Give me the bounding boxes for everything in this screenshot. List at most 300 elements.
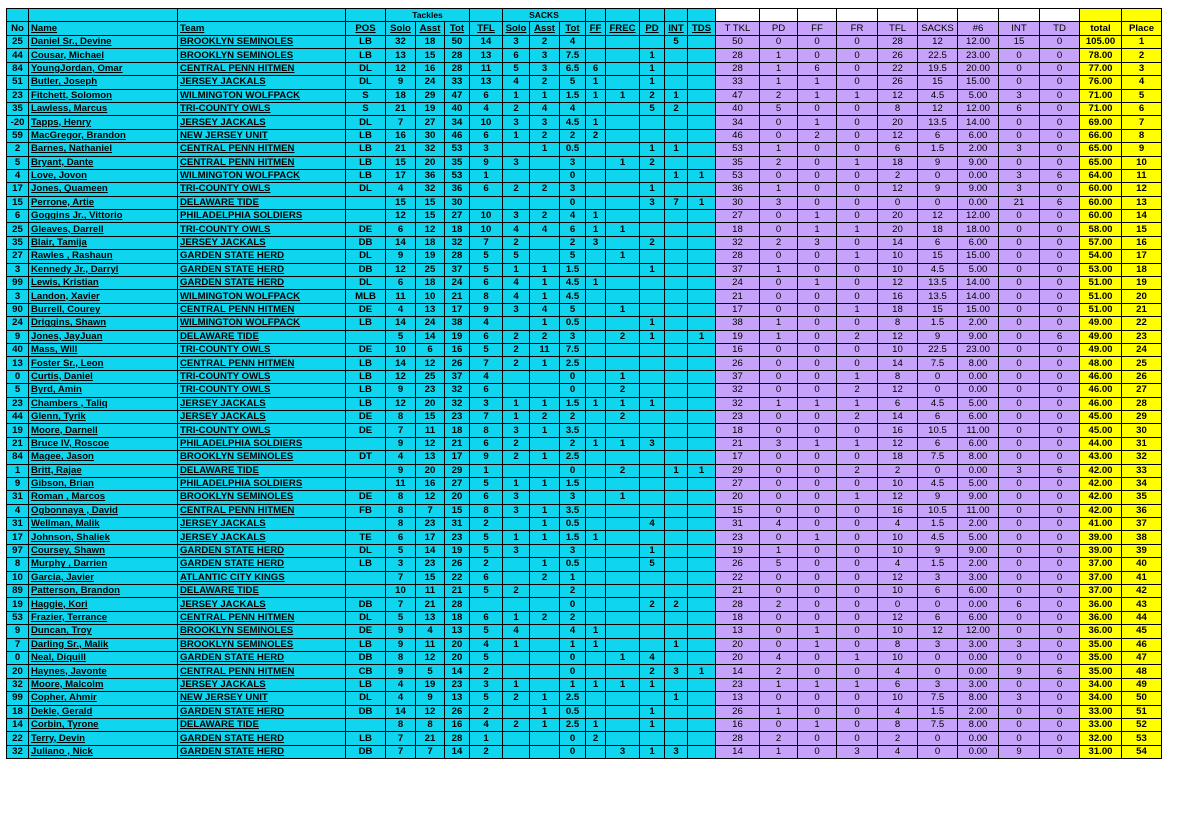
cell-solo: 9 — [386, 638, 416, 651]
cell-s-solo: 2 — [503, 343, 530, 356]
cell-six: 6.00 — [958, 611, 999, 624]
cell-team: CENTRAL PENN HITMEN — [178, 156, 346, 169]
blank-header-cell — [606, 9, 640, 22]
cell-tot: 23 — [445, 678, 470, 691]
cell-rpd: 0 — [760, 504, 798, 517]
cell-no: 31 — [7, 491, 29, 504]
cell-sacks: 0 — [918, 196, 958, 209]
cell-place: 15 — [1122, 223, 1162, 236]
cell-tfl: 6 — [470, 437, 503, 450]
cell-solo: 9 — [386, 464, 416, 477]
cell-tfl: 2 — [470, 518, 503, 531]
cell-s-tot: 4 — [560, 36, 586, 49]
cell-s-asst: 11 — [530, 343, 560, 356]
cell-s-tot: 2 — [560, 410, 586, 423]
blank-header-cell — [716, 9, 760, 22]
cell-solo: 12 — [386, 62, 416, 75]
cell-place: 27 — [1122, 384, 1162, 397]
cell-no: 23 — [7, 397, 29, 410]
cell-no: 84 — [7, 62, 29, 75]
cell-s-asst — [530, 678, 560, 691]
cell-no: 99 — [7, 277, 29, 290]
cell-s-tot: 0 — [560, 169, 586, 182]
cell-rff: 0 — [798, 692, 837, 705]
cell-pos: DE — [346, 410, 386, 423]
cell-s-asst — [530, 156, 560, 169]
cell-fr: 0 — [837, 343, 878, 356]
cell-place: 24 — [1122, 343, 1162, 356]
cell-int: 3 — [665, 665, 688, 678]
cell-tds — [688, 89, 716, 102]
cell-tds: 1 — [688, 330, 716, 343]
column-header: Asst — [416, 22, 445, 36]
cell-rff: 0 — [798, 36, 837, 49]
cell-fr: 1 — [837, 89, 878, 102]
cell-pd: 1 — [640, 745, 665, 758]
cell-rint: 0 — [999, 317, 1040, 330]
cell-rint: 3 — [999, 169, 1040, 182]
cell-tfl: 3 — [470, 143, 503, 156]
cell-place: 35 — [1122, 491, 1162, 504]
cell-rint: 0 — [999, 571, 1040, 584]
cell-frec — [606, 625, 640, 638]
cell-tot: 16 — [445, 718, 470, 731]
cell-tfl: 5 — [470, 651, 503, 664]
cell-tfl: 6 — [470, 611, 503, 624]
cell-sacks: 0 — [918, 370, 958, 383]
table-row — [7, 518, 1162, 531]
cell-rint: 0 — [999, 651, 1040, 664]
cell-tds — [688, 357, 716, 370]
cell-six: 0.00 — [958, 732, 999, 745]
cell-ff — [586, 424, 606, 437]
cell-s-asst: 2 — [530, 36, 560, 49]
cell-ff — [586, 357, 606, 370]
cell-no: 22 — [7, 732, 29, 745]
cell-rff: 0 — [798, 504, 837, 517]
cell-frec — [606, 62, 640, 75]
cell-ff: 1 — [586, 678, 606, 691]
cell-team: GARDEN STATE HERD — [178, 651, 346, 664]
cell-frec — [606, 518, 640, 531]
cell-rtfl: 10 — [878, 343, 918, 356]
cell-tfl: 13 — [470, 76, 503, 89]
cell-name: Blair, Tamija — [29, 236, 178, 249]
cell-pd: 1 — [640, 397, 665, 410]
cell-pd — [640, 424, 665, 437]
cell-rtfl: 20 — [878, 210, 918, 223]
cell-ttkl: 27 — [716, 210, 760, 223]
cell-tfl: 11 — [470, 62, 503, 75]
cell-sacks: 6 — [918, 585, 958, 598]
cell-s-solo — [503, 317, 530, 330]
cell-rint: 0 — [999, 290, 1040, 303]
cell-ttkl: 28 — [716, 598, 760, 611]
table-row — [7, 625, 1162, 638]
cell-rint: 3 — [999, 89, 1040, 102]
cell-fr: 2 — [837, 384, 878, 397]
cell-name: Chambers , Taliq — [29, 397, 178, 410]
cell-sacks: 0 — [918, 665, 958, 678]
column-header: FF — [586, 22, 606, 36]
cell-rff: 0 — [798, 571, 837, 584]
cell-place: 16 — [1122, 236, 1162, 249]
cell-tfl: 9 — [470, 451, 503, 464]
cell-ttkl: 16 — [716, 718, 760, 731]
cell-team: GARDEN STATE HERD — [178, 558, 346, 571]
cell-sacks: 12 — [918, 102, 958, 115]
cell-sacks: 1.5 — [918, 558, 958, 571]
cell-rff: 0 — [798, 732, 837, 745]
cell-total: 78.00 — [1080, 49, 1122, 62]
cell-six: 2.00 — [958, 705, 999, 718]
cell-no: 3 — [7, 263, 29, 276]
cell-sacks: 4.5 — [918, 477, 958, 490]
table-row — [7, 250, 1162, 263]
cell-rint: 0 — [999, 250, 1040, 263]
cell-td: 0 — [1040, 491, 1080, 504]
cell-ttkl: 21 — [716, 585, 760, 598]
cell-rpd: 0 — [760, 464, 798, 477]
cell-sacks: 1.5 — [918, 705, 958, 718]
cell-s-asst: 1 — [530, 504, 560, 517]
cell-fr: 0 — [837, 196, 878, 209]
cell-pd — [640, 223, 665, 236]
cell-rff: 0 — [798, 491, 837, 504]
cell-int — [665, 156, 688, 169]
cell-rtfl: 10 — [878, 263, 918, 276]
cell-s-tot: 2.5 — [560, 692, 586, 705]
cell-six: 11.00 — [958, 504, 999, 517]
cell-tds — [688, 585, 716, 598]
cell-rff: 0 — [798, 598, 837, 611]
cell-pos — [346, 196, 386, 209]
cell-name: Bryant, Dante — [29, 156, 178, 169]
cell-solo: 21 — [386, 143, 416, 156]
cell-s-tot: 0 — [560, 384, 586, 397]
cell-rtfl: 28 — [878, 36, 918, 49]
cell-rint: 0 — [999, 718, 1040, 731]
cell-td: 0 — [1040, 277, 1080, 290]
cell-int — [665, 290, 688, 303]
cell-rint: 0 — [999, 116, 1040, 129]
cell-rint: 0 — [999, 585, 1040, 598]
cell-team: JERSEY JACKALS — [178, 397, 346, 410]
cell-total: 65.00 — [1080, 156, 1122, 169]
cell-s-tot: 2 — [560, 585, 586, 598]
cell-ff — [586, 504, 606, 517]
cell-s-asst — [530, 544, 560, 557]
cell-ff — [586, 705, 606, 718]
cell-name: Lawless, Marcus — [29, 102, 178, 115]
cell-six: 6.00 — [958, 585, 999, 598]
cell-tot: 30 — [445, 196, 470, 209]
cell-no: 27 — [7, 250, 29, 263]
cell-tot: 21 — [445, 437, 470, 450]
cell-sacks: 7.5 — [918, 451, 958, 464]
cell-solo: 5 — [386, 544, 416, 557]
cell-rint: 0 — [999, 129, 1040, 142]
cell-place: 38 — [1122, 531, 1162, 544]
cell-team: TRI-COUNTY OWLS — [178, 370, 346, 383]
cell-s-solo: 3 — [503, 544, 530, 557]
cell-rpd: 1 — [760, 745, 798, 758]
cell-no: 59 — [7, 129, 29, 142]
cell-pd: 1 — [640, 317, 665, 330]
cell-s-tot: 0 — [560, 196, 586, 209]
cell-tfl: 2 — [470, 558, 503, 571]
cell-ff: 1 — [586, 397, 606, 410]
cell-pos: DT — [346, 451, 386, 464]
cell-tds — [688, 732, 716, 745]
cell-fr: 0 — [837, 692, 878, 705]
cell-no: 9 — [7, 477, 29, 490]
cell-s-asst: 2 — [530, 183, 560, 196]
cell-tot: 26 — [445, 705, 470, 718]
cell-six: 0.00 — [958, 384, 999, 397]
cell-rpd: 0 — [760, 277, 798, 290]
cell-tot: 19 — [445, 330, 470, 343]
cell-td: 0 — [1040, 397, 1080, 410]
cell-tds — [688, 62, 716, 75]
cell-six: 18.00 — [958, 223, 999, 236]
cell-ff: 1 — [586, 718, 606, 731]
cell-ttkl: 19 — [716, 330, 760, 343]
cell-place: 46 — [1122, 638, 1162, 651]
cell-sacks: 4.5 — [918, 263, 958, 276]
cell-td: 0 — [1040, 36, 1080, 49]
cell-asst: 15 — [416, 410, 445, 423]
cell-ff — [586, 156, 606, 169]
table-row — [7, 263, 1162, 276]
cell-ttkl: 24 — [716, 277, 760, 290]
column-header: TD — [1040, 22, 1080, 36]
cell-tds — [688, 156, 716, 169]
cell-fr: 0 — [837, 598, 878, 611]
cell-ttkl: 32 — [716, 397, 760, 410]
table-row — [7, 210, 1162, 223]
cell-six: 12.00 — [958, 210, 999, 223]
cell-s-solo: 1 — [503, 129, 530, 142]
cell-no: 1 — [7, 464, 29, 477]
cell-rint: 0 — [999, 544, 1040, 557]
cell-td: 0 — [1040, 303, 1080, 316]
cell-name: Burrell, Courey — [29, 303, 178, 316]
cell-rint: 0 — [999, 437, 1040, 450]
cell-fr: 0 — [837, 611, 878, 624]
cell-td: 0 — [1040, 49, 1080, 62]
cell-place: 41 — [1122, 571, 1162, 584]
cell-team: GARDEN STATE HERD — [178, 705, 346, 718]
table-row — [7, 343, 1162, 356]
cell-asst: 7 — [416, 504, 445, 517]
cell-rtfl: 12 — [878, 491, 918, 504]
cell-total: 71.00 — [1080, 89, 1122, 102]
cell-s-solo: 2 — [503, 330, 530, 343]
cell-total: 37.00 — [1080, 585, 1122, 598]
cell-place: 6 — [1122, 102, 1162, 115]
cell-tds — [688, 718, 716, 731]
cell-rpd: 0 — [760, 424, 798, 437]
cell-name: Glenn, Tyrik — [29, 410, 178, 423]
cell-rpd: 0 — [760, 638, 798, 651]
cell-six: 3.00 — [958, 678, 999, 691]
cell-team: DELAWARE TIDE — [178, 464, 346, 477]
cell-int — [665, 410, 688, 423]
cell-fr: 0 — [837, 116, 878, 129]
cell-pd — [640, 585, 665, 598]
cell-rpd: 2 — [760, 665, 798, 678]
cell-pos: DE — [346, 491, 386, 504]
cell-pd: 2 — [640, 89, 665, 102]
cell-rtfl: 16 — [878, 424, 918, 437]
cell-int — [665, 477, 688, 490]
cell-td: 0 — [1040, 424, 1080, 437]
cell-solo: 4 — [386, 183, 416, 196]
cell-pos — [346, 585, 386, 598]
cell-name: Neal, Diquill — [29, 651, 178, 664]
cell-tot: 14 — [445, 665, 470, 678]
cell-rtfl: 10 — [878, 585, 918, 598]
cell-int — [665, 49, 688, 62]
cell-tfl: 5 — [470, 250, 503, 263]
cell-team: TRI-COUNTY OWLS — [178, 223, 346, 236]
cell-pd — [640, 410, 665, 423]
cell-rint: 0 — [999, 518, 1040, 531]
cell-asst: 18 — [416, 277, 445, 290]
cell-total: 49.00 — [1080, 317, 1122, 330]
cell-tds — [688, 223, 716, 236]
cell-td: 0 — [1040, 290, 1080, 303]
cell-rtfl: 12 — [878, 183, 918, 196]
cell-rint: 0 — [999, 451, 1040, 464]
cell-tfl: 2 — [470, 665, 503, 678]
cell-int — [665, 384, 688, 397]
cell-ttkl: 17 — [716, 303, 760, 316]
cell-pd: 3 — [640, 437, 665, 450]
cell-ff — [586, 196, 606, 209]
cell-total: 51.00 — [1080, 277, 1122, 290]
cell-tfl: 6 — [470, 330, 503, 343]
cell-rint: 0 — [999, 223, 1040, 236]
cell-pos — [346, 464, 386, 477]
cell-asst: 23 — [416, 558, 445, 571]
table-row — [7, 732, 1162, 745]
cell-pd — [640, 611, 665, 624]
cell-s-tot: 0 — [560, 665, 586, 678]
cell-sacks: 19.5 — [918, 62, 958, 75]
cell-six: 12.00 — [958, 625, 999, 638]
cell-pd — [640, 36, 665, 49]
cell-asst: 11 — [416, 424, 445, 437]
cell-fr: 0 — [837, 36, 878, 49]
cell-rpd: 3 — [760, 196, 798, 209]
cell-s-asst: 1 — [530, 718, 560, 731]
table-row — [7, 357, 1162, 370]
cell-int — [665, 571, 688, 584]
column-header: INT — [999, 22, 1040, 36]
cell-fr: 0 — [837, 544, 878, 557]
cell-six: 2.00 — [958, 317, 999, 330]
cell-asst: 30 — [416, 129, 445, 142]
cell-rtfl: 4 — [878, 558, 918, 571]
cell-td: 0 — [1040, 156, 1080, 169]
cell-tds: 1 — [688, 196, 716, 209]
cell-no: 51 — [7, 76, 29, 89]
cell-fr: 0 — [837, 277, 878, 290]
cell-asst: 15 — [416, 196, 445, 209]
cell-tfl: 7 — [470, 357, 503, 370]
cell-int — [665, 210, 688, 223]
cell-pos: DB — [346, 705, 386, 718]
cell-pd — [640, 477, 665, 490]
cell-s-asst: 1 — [530, 424, 560, 437]
cell-td: 0 — [1040, 317, 1080, 330]
cell-pos: LB — [346, 357, 386, 370]
cell-tfl: 5 — [470, 544, 503, 557]
cell-asst: 25 — [416, 370, 445, 383]
cell-td: 6 — [1040, 464, 1080, 477]
cell-ttkl: 19 — [716, 544, 760, 557]
cell-no: 44 — [7, 49, 29, 62]
cell-tot: 31 — [445, 518, 470, 531]
blank-header-cell — [29, 9, 178, 22]
cell-sacks: 3 — [918, 638, 958, 651]
cell-total: 58.00 — [1080, 223, 1122, 236]
cell-team: JERSEY JACKALS — [178, 518, 346, 531]
cell-s-solo: 1 — [503, 477, 530, 490]
table-row — [7, 464, 1162, 477]
cell-no: 5 — [7, 156, 29, 169]
cell-name: Mass, Will — [29, 343, 178, 356]
cell-tfl: 9 — [470, 303, 503, 316]
cell-ff — [586, 611, 606, 624]
cell-solo: 14 — [386, 236, 416, 249]
cell-total: 49.00 — [1080, 330, 1122, 343]
cell-six: 8.00 — [958, 357, 999, 370]
cell-place: 1 — [1122, 36, 1162, 49]
cell-solo: 8 — [386, 651, 416, 664]
cell-rtfl: 12 — [878, 437, 918, 450]
cell-rint: 0 — [999, 625, 1040, 638]
cell-pos: DL — [346, 250, 386, 263]
cell-tfl: 4 — [470, 718, 503, 731]
cell-rff: 0 — [798, 49, 837, 62]
cell-place: 31 — [1122, 437, 1162, 450]
cell-rtfl: 18 — [878, 156, 918, 169]
cell-tds — [688, 397, 716, 410]
cell-total: 36.00 — [1080, 598, 1122, 611]
cell-rint: 0 — [999, 678, 1040, 691]
cell-no: 9 — [7, 625, 29, 638]
cell-td: 0 — [1040, 343, 1080, 356]
cell-rpd: 1 — [760, 62, 798, 75]
cell-solo: 5 — [386, 611, 416, 624]
cell-no: 2 — [7, 143, 29, 156]
cell-total: 54.00 — [1080, 250, 1122, 263]
cell-solo: 11 — [386, 290, 416, 303]
cell-solo: 4 — [386, 692, 416, 705]
cell-tot: 17 — [445, 451, 470, 464]
cell-rint: 0 — [999, 504, 1040, 517]
cell-name: Landon, Xavier — [29, 290, 178, 303]
cell-frec — [606, 36, 640, 49]
cell-rint: 0 — [999, 49, 1040, 62]
cell-solo: 7 — [386, 745, 416, 758]
cell-solo: 5 — [386, 330, 416, 343]
cell-rff: 0 — [798, 665, 837, 678]
cell-team: PHILADELPHIA SOLDIERS — [178, 437, 346, 450]
